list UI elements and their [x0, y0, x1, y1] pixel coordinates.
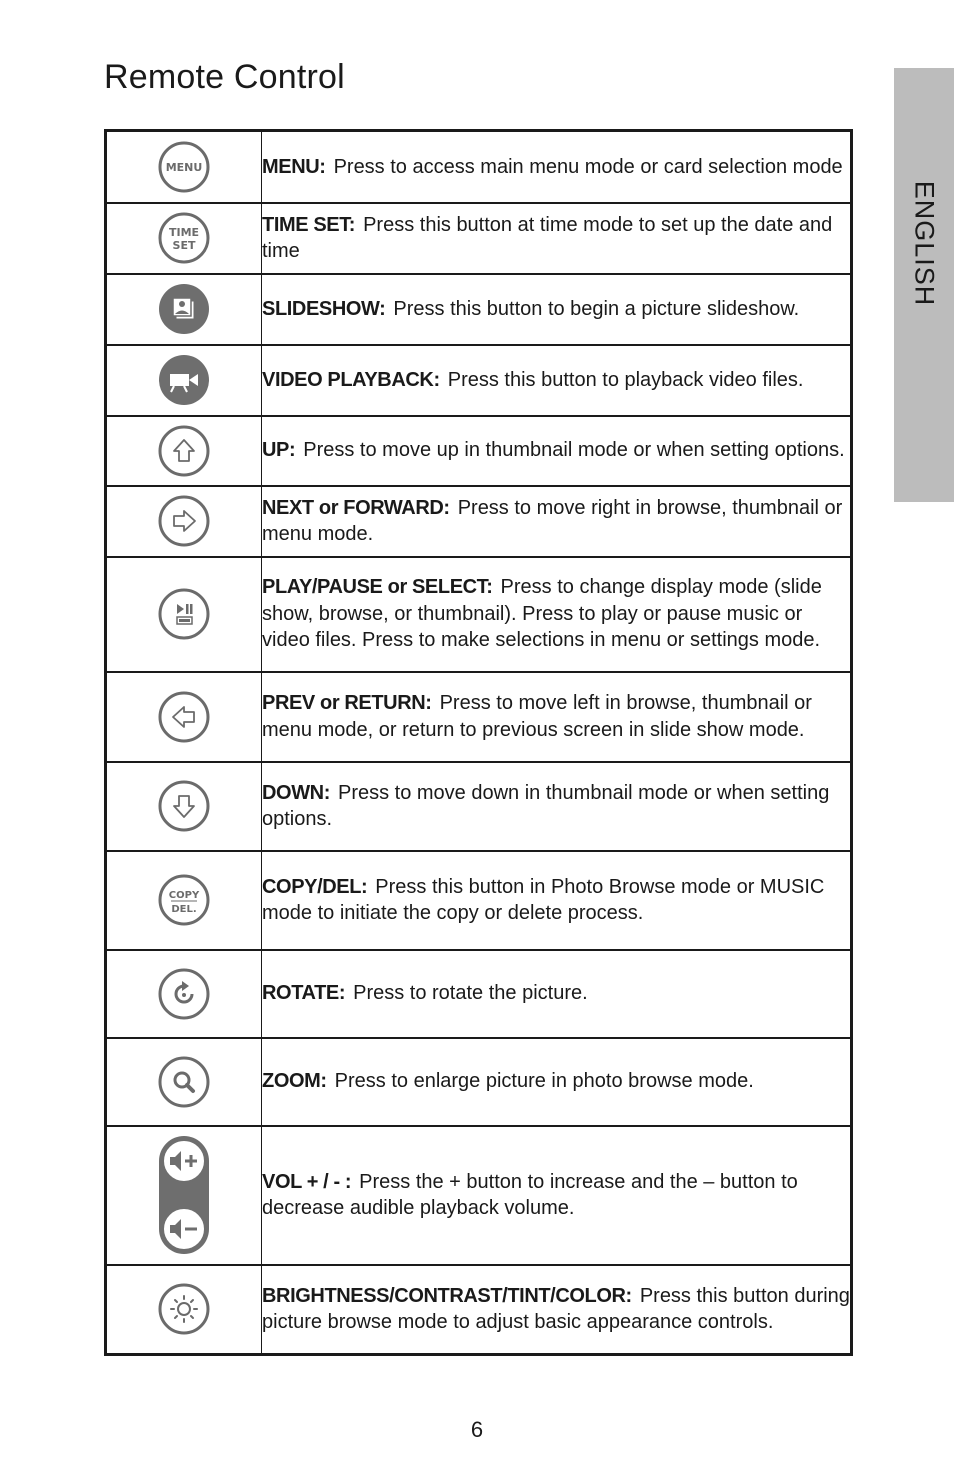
slideshow-icon	[157, 282, 211, 336]
button-description: Press this button during picture browse mode to adjust basic appearance controls.	[262, 1284, 850, 1334]
copy-icon-text: COPY	[168, 890, 200, 901]
button-name: PREV or RETURN:	[262, 692, 432, 714]
volume-plus-minus-icon	[157, 1134, 211, 1256]
icon-cell	[106, 416, 262, 486]
table-row	[106, 1265, 852, 1355]
button-description: Press to change display mode (slide show, browse, or thumbnail). Press to play or pause music or video files. Press to make selections in menu or settings mode.	[262, 576, 822, 652]
menu-button-icon	[157, 140, 211, 194]
description-cell	[262, 672, 852, 762]
description-cell	[262, 950, 852, 1038]
set-icon-text: SET	[172, 239, 196, 252]
zoom-icon	[157, 1055, 211, 1109]
icon-cell	[106, 131, 262, 203]
description-cell	[262, 274, 852, 345]
button-name: PLAY/PAUSE or SELECT:	[262, 576, 493, 599]
button-name: VOL + / - :	[262, 1170, 352, 1193]
icon-cell	[106, 345, 262, 416]
button-name: DOWN:	[262, 781, 330, 804]
icon-cell	[106, 557, 262, 672]
description-cell	[262, 1126, 852, 1265]
language-tab-label: ENGLISH	[909, 180, 940, 307]
icon-cell	[106, 950, 262, 1038]
icon-cell	[106, 274, 262, 345]
button-name: MENU:	[262, 155, 326, 178]
description-cell	[262, 416, 852, 486]
button-name: ZOOM:	[262, 1070, 327, 1093]
button-name: ROTATE:	[262, 982, 346, 1005]
page-title: Remote Control	[104, 58, 345, 96]
button-name: NEXT or FORWARD:	[262, 496, 450, 519]
description-cell	[262, 131, 852, 203]
description-cell	[262, 486, 852, 557]
button-description: Press this button to playback video files.	[447, 368, 804, 391]
description-cell	[262, 1265, 852, 1355]
table-row	[106, 203, 852, 274]
icon-cell	[106, 1038, 262, 1126]
button-description: Press to move up in thumbnail mode or when setting options.	[303, 439, 845, 462]
menu-icon-text: MENU	[165, 160, 203, 174]
table-row	[106, 131, 852, 203]
time-set-button-icon	[157, 211, 211, 265]
table-row	[106, 345, 852, 416]
time-icon-text: TIME	[168, 226, 200, 239]
button-description: Press to move down in thumbnail mode or when setting options.	[262, 781, 830, 830]
table-row	[106, 762, 852, 851]
table-row	[106, 672, 852, 762]
description-cell	[262, 1038, 852, 1126]
page-number: 6	[470, 1417, 484, 1442]
icon-cell	[106, 762, 262, 851]
table-row	[106, 416, 852, 486]
description-cell	[262, 851, 852, 950]
remote-control-table	[104, 129, 853, 1356]
table-row	[106, 557, 852, 672]
language-tab	[894, 68, 954, 502]
icon-cell	[106, 1265, 262, 1355]
table-row	[106, 950, 852, 1038]
description-cell	[262, 345, 852, 416]
button-name: TIME SET:	[262, 213, 356, 236]
table-row	[106, 851, 852, 950]
button-description: Press this button in Photo Browse mode or MUSIC mode to initiate the copy or delete process.	[262, 875, 825, 924]
button-description: Press this button to begin a picture slideshow.	[393, 297, 800, 320]
icon-cell	[106, 203, 262, 274]
button-description: Press to move right in browse, thumbnail or menu mode.	[262, 496, 843, 545]
button-name: COPY/DEL:	[262, 875, 368, 898]
rotate-icon	[157, 967, 211, 1021]
button-description: Press this button at time mode to set up the date and time	[262, 213, 833, 262]
icon-cell	[106, 672, 262, 762]
table-row	[106, 1038, 852, 1126]
description-cell	[262, 762, 852, 851]
button-description: Press to move left in browse, thumbnail or menu mode, or return to previous screen in slide show mode.	[262, 692, 812, 741]
icon-cell	[106, 486, 262, 557]
button-description: Press to rotate the picture.	[353, 982, 588, 1005]
icon-cell	[106, 851, 262, 950]
copy-delete-button-icon	[157, 873, 211, 927]
play-pause-icon	[157, 587, 211, 641]
arrow-left-icon	[157, 690, 211, 744]
button-name: SLIDESHOW:	[262, 297, 386, 320]
arrow-right-icon	[157, 494, 211, 548]
arrow-down-icon	[157, 779, 211, 833]
del-icon-text: DEL.	[171, 904, 197, 915]
brightness-sun-icon	[157, 1282, 211, 1336]
button-name: BRIGHTNESS/CONTRAST/TINT/COLOR:	[262, 1284, 632, 1307]
description-cell	[262, 557, 852, 672]
video-camera-icon	[157, 353, 211, 407]
arrow-up-icon	[157, 424, 211, 478]
description-cell	[262, 203, 852, 274]
table-row	[106, 1126, 852, 1265]
button-description: Press the + button to increase and the – button to decrease audible playback volume.	[262, 1170, 798, 1219]
button-description: Press to access main menu mode or card selection mode	[333, 155, 843, 178]
table-row	[106, 486, 852, 557]
icon-cell	[106, 1126, 262, 1265]
button-name: UP:	[262, 439, 296, 462]
table-row	[106, 274, 852, 345]
button-description: Press to enlarge picture in photo browse mode.	[334, 1070, 754, 1093]
button-name: VIDEO PLAYBACK:	[262, 368, 440, 391]
